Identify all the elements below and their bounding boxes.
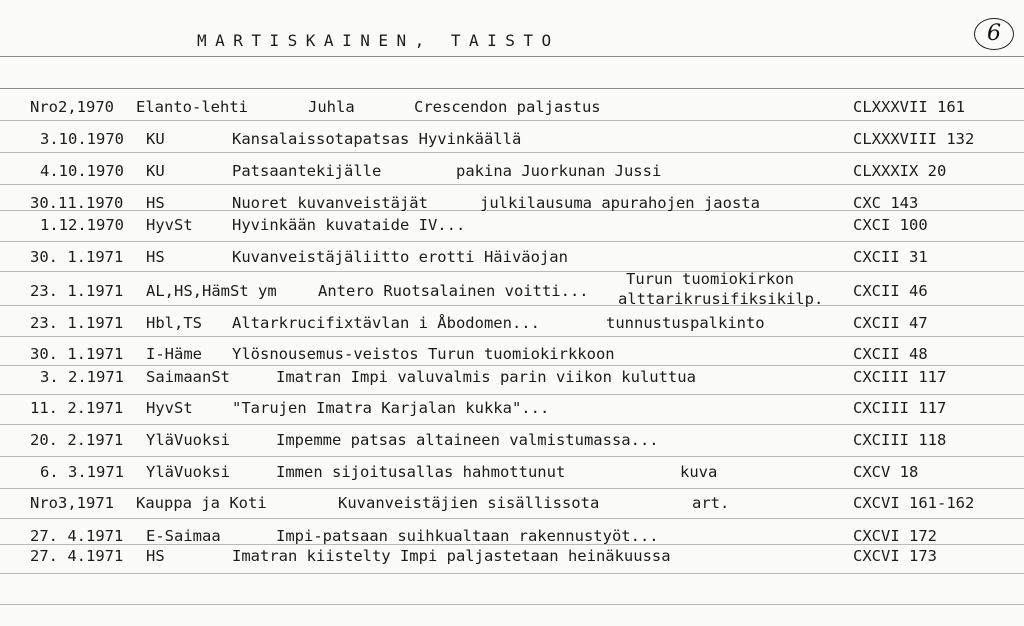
rule-line — [0, 336, 1024, 337]
entry-reference: CLXXXVIII 132 — [853, 130, 975, 148]
entry-date: 3.10.1970 — [40, 130, 124, 148]
entry-reference: CXCVI 161-162 — [853, 494, 975, 512]
entry-title: Altarkrucifixtävlan i Åbodomen... — [232, 314, 540, 332]
entry-note: tunnustuspalkinto — [606, 314, 765, 332]
rule-line — [0, 573, 1024, 574]
entry-date: 1.12.1970 — [40, 216, 124, 234]
rule-line — [0, 518, 1024, 519]
entry-source: HS — [146, 547, 165, 565]
page-number-circle: 6 — [974, 18, 1014, 50]
entry-date: 20. 2.1971 — [30, 431, 124, 449]
entry-source: KU — [146, 162, 165, 180]
rule-line — [0, 271, 1024, 272]
rule-line — [0, 305, 1024, 306]
entry-title: Imatran kiistelty Impi paljastetaan heinäkuussa — [232, 547, 671, 565]
entry-source: HyvSt — [146, 399, 193, 417]
entry-title: "Tarujen Imatra Karjalan kukka"... — [232, 399, 550, 417]
entry-title: Antero Ruotsalainen voitti... — [318, 282, 589, 300]
rule-line — [0, 56, 1024, 57]
entry-title: Kansalaissotapatsas Hyvinkäällä — [232, 130, 522, 148]
entry-title: Juhla — [308, 98, 355, 116]
entry-reference: CXCIII 118 — [853, 431, 947, 449]
rule-line — [0, 184, 1024, 185]
entry-note-line2: alttarikrusifiksikilp. — [618, 290, 824, 308]
entry-reference: CXCII 31 — [853, 248, 928, 266]
entry-source: HyvSt — [146, 216, 193, 234]
entry-source: HS — [146, 248, 165, 266]
entry-source: AL,HS,HämSt ym — [146, 282, 277, 300]
entry-note: pakina Juorkunan Jussi — [456, 162, 662, 180]
entry-source: KU — [146, 130, 165, 148]
entry-note: kuva — [680, 463, 718, 481]
rule-line — [0, 241, 1024, 242]
entry-title: Kuvanveistäjien sisällissota — [338, 494, 600, 512]
entry-source: YläVuoksi — [146, 463, 230, 481]
entry-date: 23. 1.1971 — [30, 282, 124, 300]
entry-source: E-Saimaa — [146, 527, 221, 545]
entry-source: Kauppa ja Koti — [136, 494, 267, 512]
entry-reference: CXCII 48 — [853, 345, 928, 363]
entry-date: 3. 2.1971 — [40, 368, 124, 386]
entry-source: Elanto-lehti — [136, 98, 248, 116]
entry-date: 30.11.1970 — [30, 194, 124, 212]
rule-line — [0, 456, 1024, 457]
entry-title: Imatran Impi valuvalmis parin viikon kuluttua — [276, 368, 696, 386]
rule-line — [0, 120, 1024, 121]
entry-title: Kuvanveistäjäliitto erotti Häiväojan — [232, 248, 568, 266]
entry-reference: CXC 143 — [853, 194, 919, 212]
entry-note: Crescendon paljastus — [414, 98, 601, 116]
entry-date: 27. 4.1971 — [30, 547, 124, 565]
entry-note: art. — [692, 494, 730, 512]
entry-title: Nuoret kuvanveistäjät — [232, 194, 428, 212]
entry-source: Hbl,TS — [146, 314, 202, 332]
entry-title: Hyvinkään kuvataide IV... — [232, 216, 466, 234]
entry-date: 23. 1.1971 — [30, 314, 124, 332]
entry-date: 27. 4.1971 — [30, 527, 124, 545]
entry-title: Patsaantekijälle — [232, 162, 382, 180]
entry-reference: CXCVI 173 — [853, 547, 937, 565]
entry-note: julkilausuma apurahojen jaosta — [480, 194, 760, 212]
rule-line — [0, 424, 1024, 425]
entry-reference: CXCII 47 — [853, 314, 928, 332]
entry-date: Nro3,1971 — [30, 494, 114, 512]
entry-source: HS — [146, 194, 165, 212]
entry-date: 6. 3.1971 — [40, 463, 124, 481]
entry-date: 11. 2.1971 — [30, 399, 124, 417]
entry-date: 30. 1.1971 — [30, 248, 124, 266]
entry-reference: CXCVI 172 — [853, 527, 937, 545]
entry-source: YläVuoksi — [146, 431, 230, 449]
entry-date: Nro2,1970 — [30, 98, 114, 116]
entry-title: Immen sijoitusallas hahmottunut — [276, 463, 566, 481]
entry-reference: CXCIII 117 — [853, 368, 947, 386]
entry-reference: CXCII 46 — [853, 282, 928, 300]
entry-reference: CXCV 18 — [853, 463, 919, 481]
entry-title: Impemme patsas altaineen valmistumassa... — [276, 431, 659, 449]
rule-line — [0, 604, 1024, 605]
entry-reference: CXCIII 117 — [853, 399, 947, 417]
entry-note-line1: Turun tuomiokirkon — [626, 270, 794, 288]
entry-title: Impi-patsaan suihkualtaan rakennustyöt... — [276, 527, 659, 545]
rule-line — [0, 488, 1024, 489]
card-title: MARTISKAINEN, TAISTO — [197, 31, 560, 50]
rule-line — [0, 152, 1024, 153]
entry-date: 30. 1.1971 — [30, 345, 124, 363]
entry-reference: CXCI 100 — [853, 216, 928, 234]
entry-reference: CLXXXIX 20 — [853, 162, 947, 180]
entry-source: SaimaanSt — [146, 368, 230, 386]
entry-source: I-Häme — [146, 345, 202, 363]
entry-date: 4.10.1970 — [40, 162, 124, 180]
entry-title: Ylösnousemus-veistos Turun tuomiokirkkoon — [232, 345, 615, 363]
rule-line — [0, 88, 1024, 89]
rule-line — [0, 365, 1024, 366]
entry-reference: CLXXXVII 161 — [853, 98, 965, 116]
rule-line — [0, 394, 1024, 395]
